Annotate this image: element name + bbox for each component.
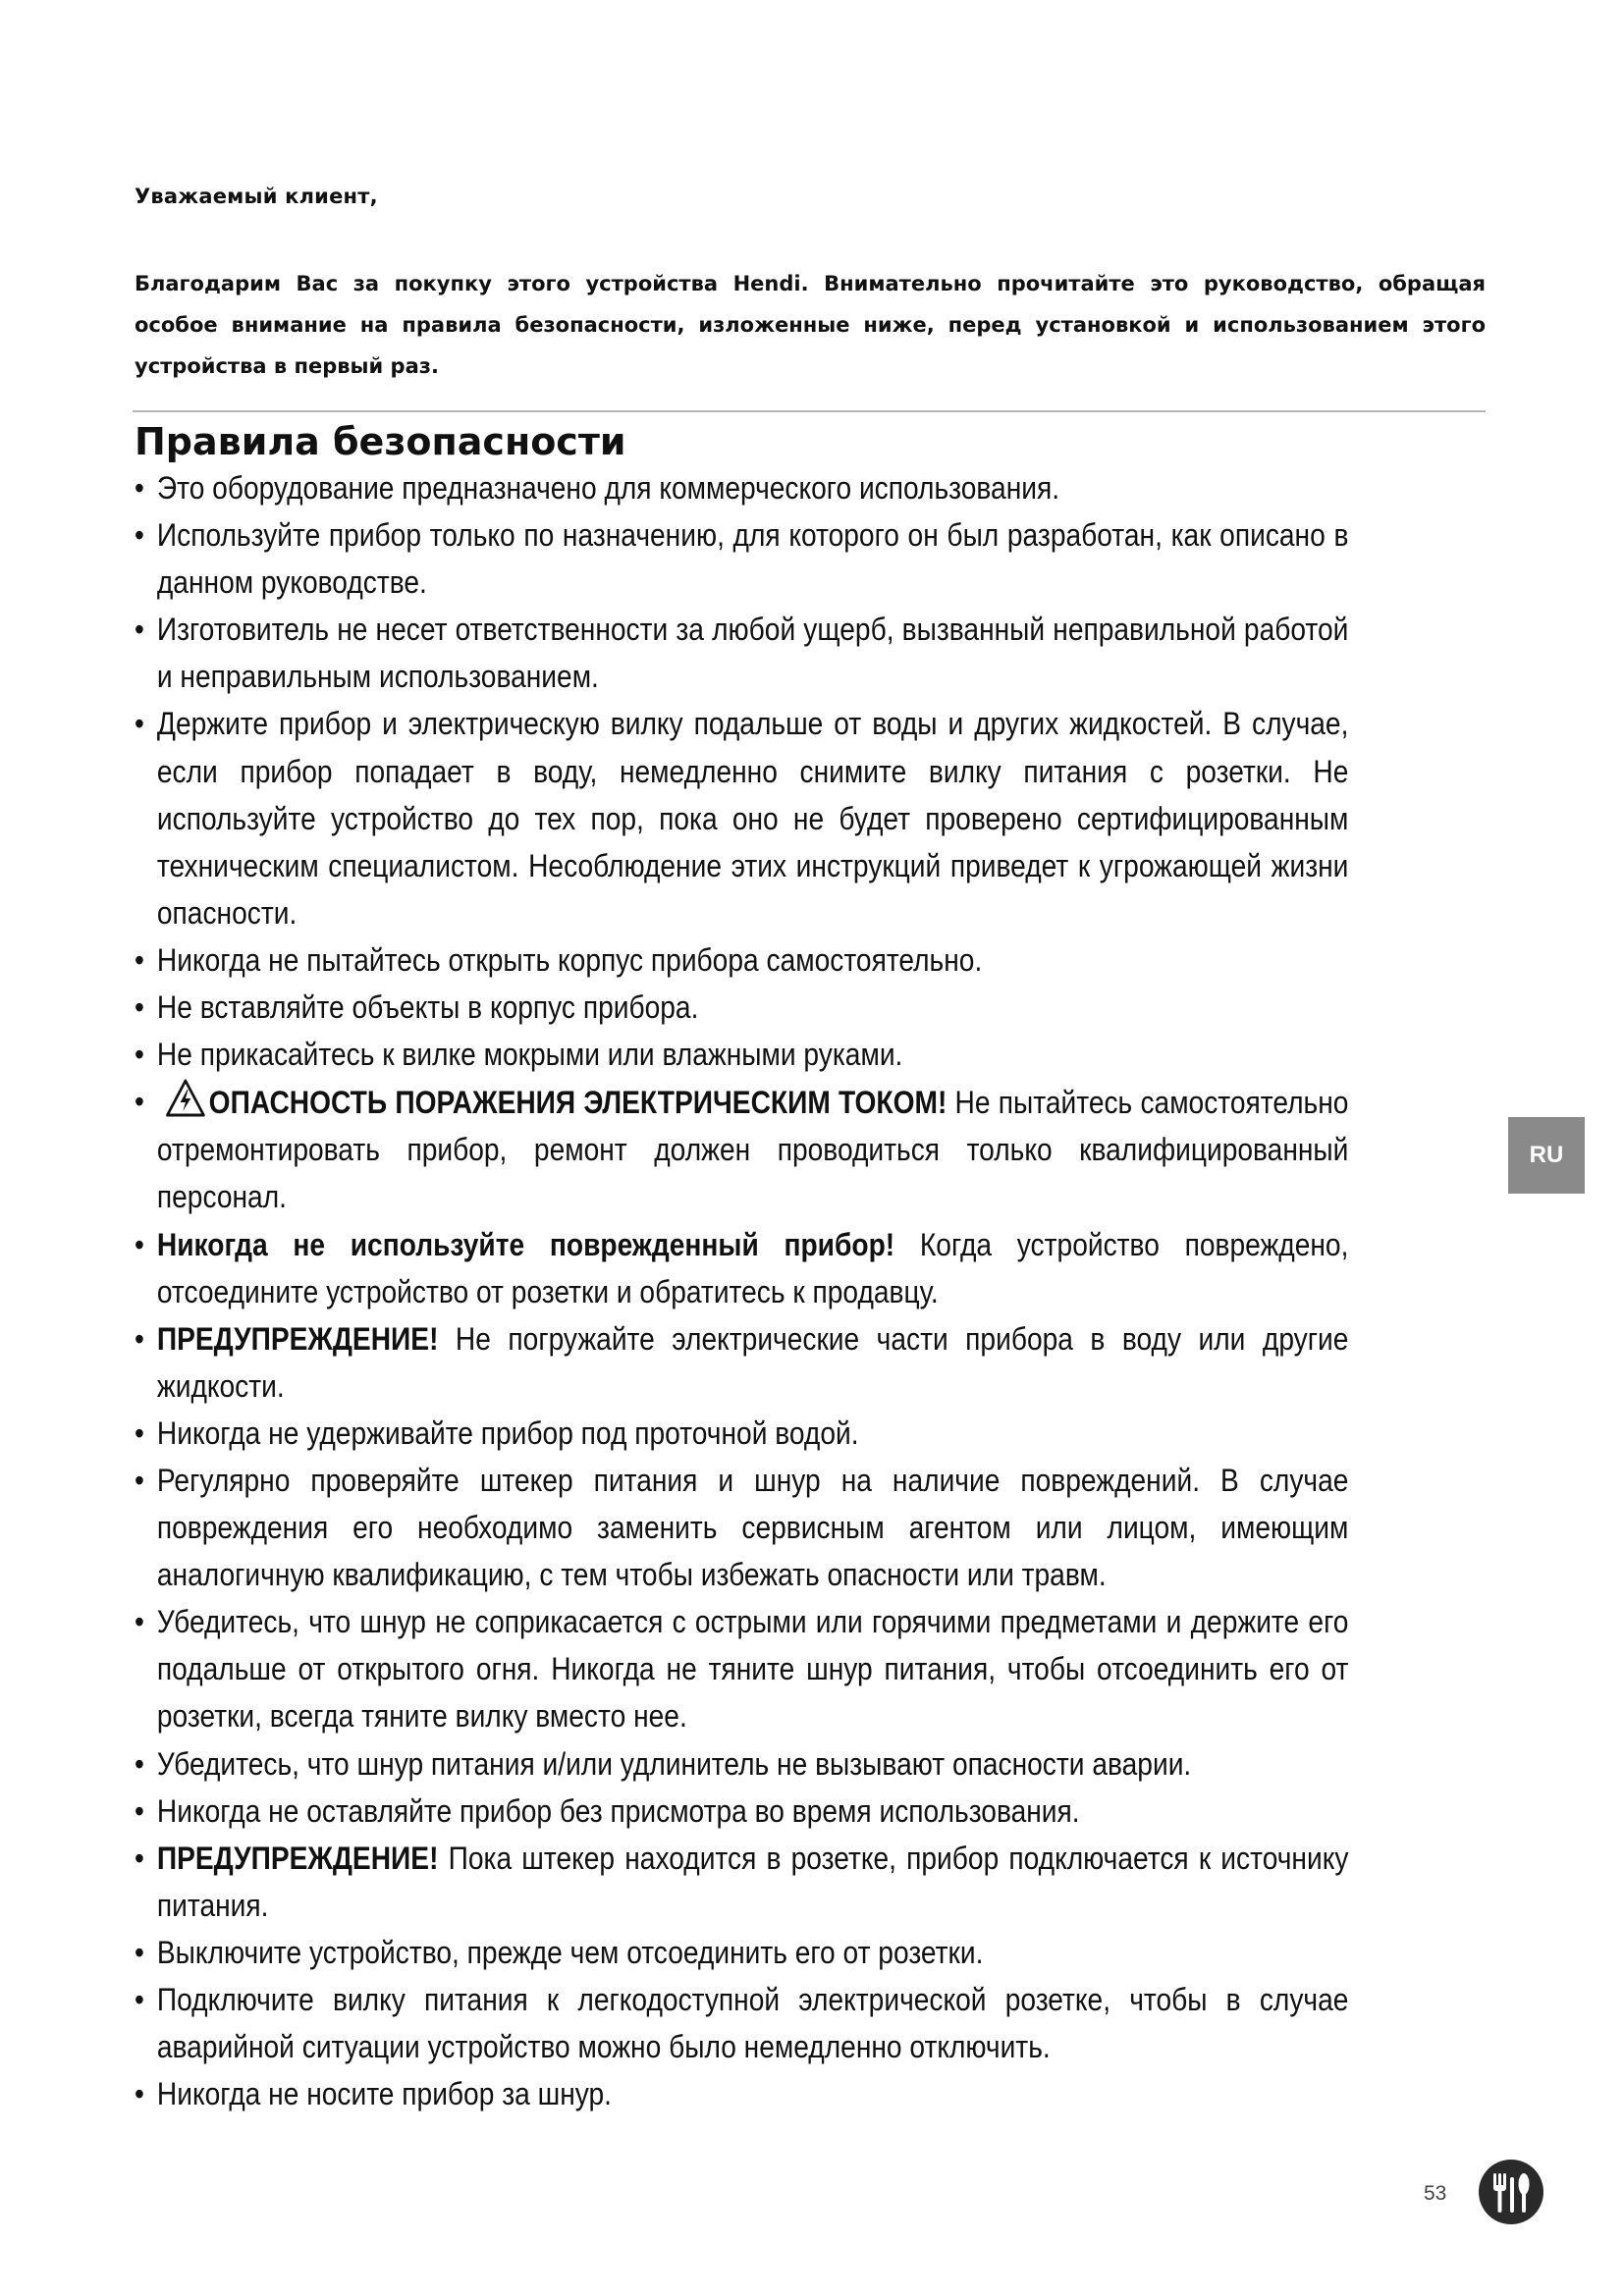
language-tab: RU <box>1508 1117 1585 1194</box>
list-item <box>135 1315 1348 1410</box>
bullet: • <box>135 517 144 554</box>
bullet: • <box>135 1604 144 1640</box>
list-item <box>135 1410 1348 1457</box>
item-text: Пока штекер находится в розетке, прибор подключается к источнику питания. <box>156 1840 1349 1923</box>
list-item <box>135 1078 1348 1220</box>
item-text: Используйте прибор только по назначению, для которого он был разработан, как описано в данном руководстве. <box>156 517 1349 601</box>
greeting: Уважаемый клиент, <box>135 185 378 208</box>
warning-heading: ПРЕДУПРЕЖДЕНИЕ! <box>156 1320 439 1357</box>
item-text: Не пытайтесь самостоятельно отремонтировать прибор, ремонт должен проводиться только квалифицированный персонал. <box>156 1085 1349 1215</box>
bullet: • <box>135 989 144 1026</box>
bullet: • <box>135 612 144 648</box>
list-item <box>135 936 1348 984</box>
bullet: • <box>135 470 144 506</box>
list-item <box>135 511 1348 606</box>
bullet: • <box>135 1037 144 1073</box>
danger-heading: ОПАСНОСТЬ ПОРАЖЕНИЯ ЭЛЕКТРИЧЕСКИМ ТОКОМ! <box>208 1085 947 1121</box>
item-text: Никогда не носите прибор за шнур. <box>156 2076 612 2112</box>
list-item <box>135 1976 1348 2070</box>
list-item <box>135 606 1348 700</box>
item-text: Когда устройство повреждено, отсоедините устройство от розетки и обратитесь к продавцу. <box>156 1226 1349 1309</box>
list-item <box>135 1031 1348 1078</box>
bullet: • <box>135 941 144 978</box>
list-item <box>135 464 1348 511</box>
list-item <box>135 1457 1348 1598</box>
warning-heading: ПРЕДУПРЕЖДЕНИЕ! <box>156 1840 439 1876</box>
intro-paragraph: Благодарим Вас за покупку этого устройства Hendi. Внимательно прочитайте это руководство, обращая особое внимание на правила безопасности, изложенные ниже, перед установкой и использованием этого устройства в первый раз. <box>135 272 1486 378</box>
item-text: Подключите вилку питания к легкодоступной электрической розетке, чтобы в случае аварийной ситуации устройство можно было немедленно отключить. <box>156 1982 1349 2065</box>
bullet: • <box>135 1462 144 1498</box>
bullet: • <box>135 1745 144 1782</box>
item-text: Не вставляйте объекты в корпус прибора. <box>156 989 699 1026</box>
cutlery-logo-icon <box>1477 2158 1545 2226</box>
item-text: Убедитесь, что шнур питания и/или удлинитель не вызывают опасности аварии. <box>156 1745 1192 1782</box>
bullet: • <box>135 1792 144 1829</box>
list-item <box>135 1598 1348 1739</box>
item-text: Убедитесь, что шнур не соприкасается с острыми или горячими предметами и держите его подальше от открытого огня. Никогда не тяните шнур питания, чтобы отсоединить его от розетки, всегда тяните вилку вместо нее. <box>156 1604 1349 1735</box>
item-text: Никогда не пытайтесь открыть корпус прибора самостоятельно. <box>156 941 983 978</box>
list-item <box>135 1835 1348 1929</box>
bullet: • <box>135 1415 144 1451</box>
bullet: • <box>135 1840 144 1876</box>
bullet: • <box>135 1320 144 1357</box>
list-item <box>135 1929 1348 1976</box>
list-item <box>135 984 1348 1031</box>
item-text: Это оборудование предназначено для коммерческого использования. <box>156 470 1060 506</box>
bullet: • <box>135 1934 144 1970</box>
item-text: Никогда не удерживайте прибор под проточной водой. <box>156 1415 859 1451</box>
divider-line <box>133 410 1486 412</box>
list-item <box>135 1740 1348 1788</box>
bullet: • <box>135 706 144 742</box>
warning-heading: Никогда не используйте поврежденный прибор! <box>156 1226 895 1262</box>
list-item <box>135 1788 1348 1835</box>
bullet: • <box>135 1982 144 2017</box>
item-text: Никогда не оставляйте прибор без присмотра во время использования. <box>156 1792 1080 1829</box>
safety-rules-list <box>135 464 1348 2117</box>
bullet: • <box>135 2076 144 2112</box>
item-text: Держите прибор и электрическую вилку подальше от воды и других жидкостей. В случае, если прибор попадает в воду, немедленно снимите вилку питания с розетки. Не используйте устройство до тех пор, пока оно не будет проверено сертифицированным техническим специалистом. Несоблюдение этих инструкций приведет к угрожающей жизни опасности. <box>156 706 1349 931</box>
list-item <box>135 1221 1348 1315</box>
item-text: Изготовитель не несет ответственности за любой ущерб, вызванный неправильной работой и неправильным использованием. <box>156 612 1349 695</box>
item-text: Выключите устройство, прежде чем отсоединить его от розетки. <box>156 1934 984 1970</box>
item-text: Не погружайте электрические части прибора в воду или другие жидкости. <box>156 1320 1349 1404</box>
list-item <box>135 2070 1348 2117</box>
bullet: • <box>135 1226 144 1262</box>
page-number: 53 <box>1424 2182 1447 2205</box>
item-text: Не прикасайтесь к вилке мокрыми или влажными руками. <box>156 1037 903 1073</box>
list-item <box>135 700 1348 935</box>
section-title: Правила безопасности <box>135 420 626 463</box>
electric-shock-warning-icon <box>166 1078 205 1117</box>
item-text: Регулярно проверяйте штекер питания и шнур на наличие повреждений. В случае повреждения его необходимо заменить сервисным агентом или лицом, имеющим аналогичную квалификацию, с тем чтобы избежать опасности или травм. <box>156 1462 1349 1593</box>
bullet: • <box>135 1084 144 1120</box>
